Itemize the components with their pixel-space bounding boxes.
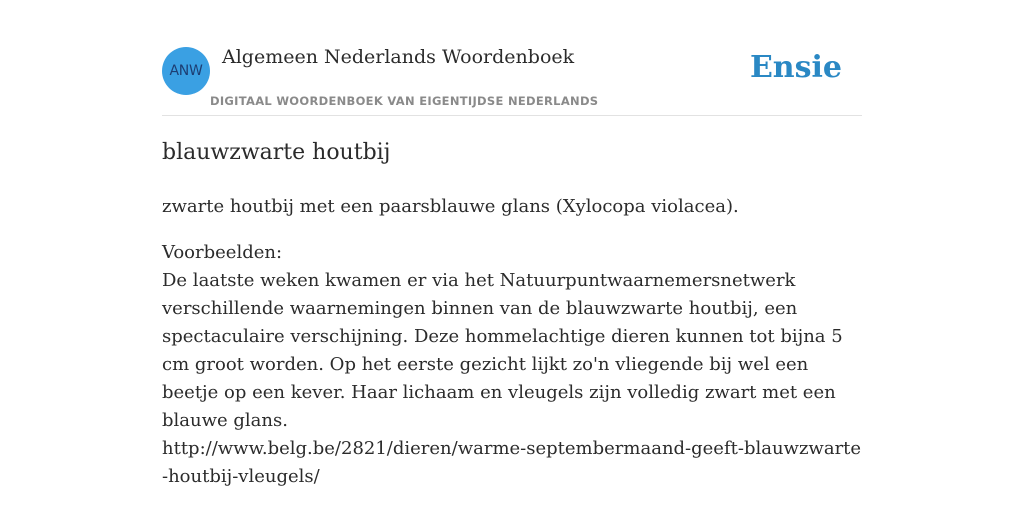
anw-logo-text: ANW — [169, 63, 203, 79]
anw-logo[interactable] — [162, 47, 210, 95]
entry-content — [162, 193, 862, 491]
header-divider — [162, 115, 862, 116]
entry-definition: zwarte houtbij met een paarsblauwe glans (Xylocopa violacea). — [162, 196, 739, 217]
site-title[interactable]: Algemeen Nederlands Woordenboek — [222, 46, 575, 68]
example-source-url: http://www.belg.be/2821/dieren/warme-septembermaand-geeft-blauwzwarte-houtbij-vleugels/ — [162, 438, 862, 487]
examples-label: Voorbeelden: — [162, 242, 283, 263]
entry-title: blauwzwarte houtbij — [162, 140, 391, 165]
site-subtitle: DIGITAAL WOORDENBOEK VAN EIGENTIJDSE NEDERLANDS — [210, 94, 599, 108]
ensie-brand-link[interactable]: Ensie — [749, 50, 842, 85]
example-text: De laatste weken kwamen er via het Natuurpuntwaarnemersnetwerk verschillende waarnemingen binnen van de blauwzwarte houtbij, een spectaculaire verschijning. Deze hommelachtige dieren kunnen tot bijna 5 cm groot worden. Op het eerste gezicht lijkt zo'n vliegende bij wel een beetje op een kever. Haar lichaam en vleugels zijn volledig zwart met een blauwe glans. — [162, 270, 843, 431]
